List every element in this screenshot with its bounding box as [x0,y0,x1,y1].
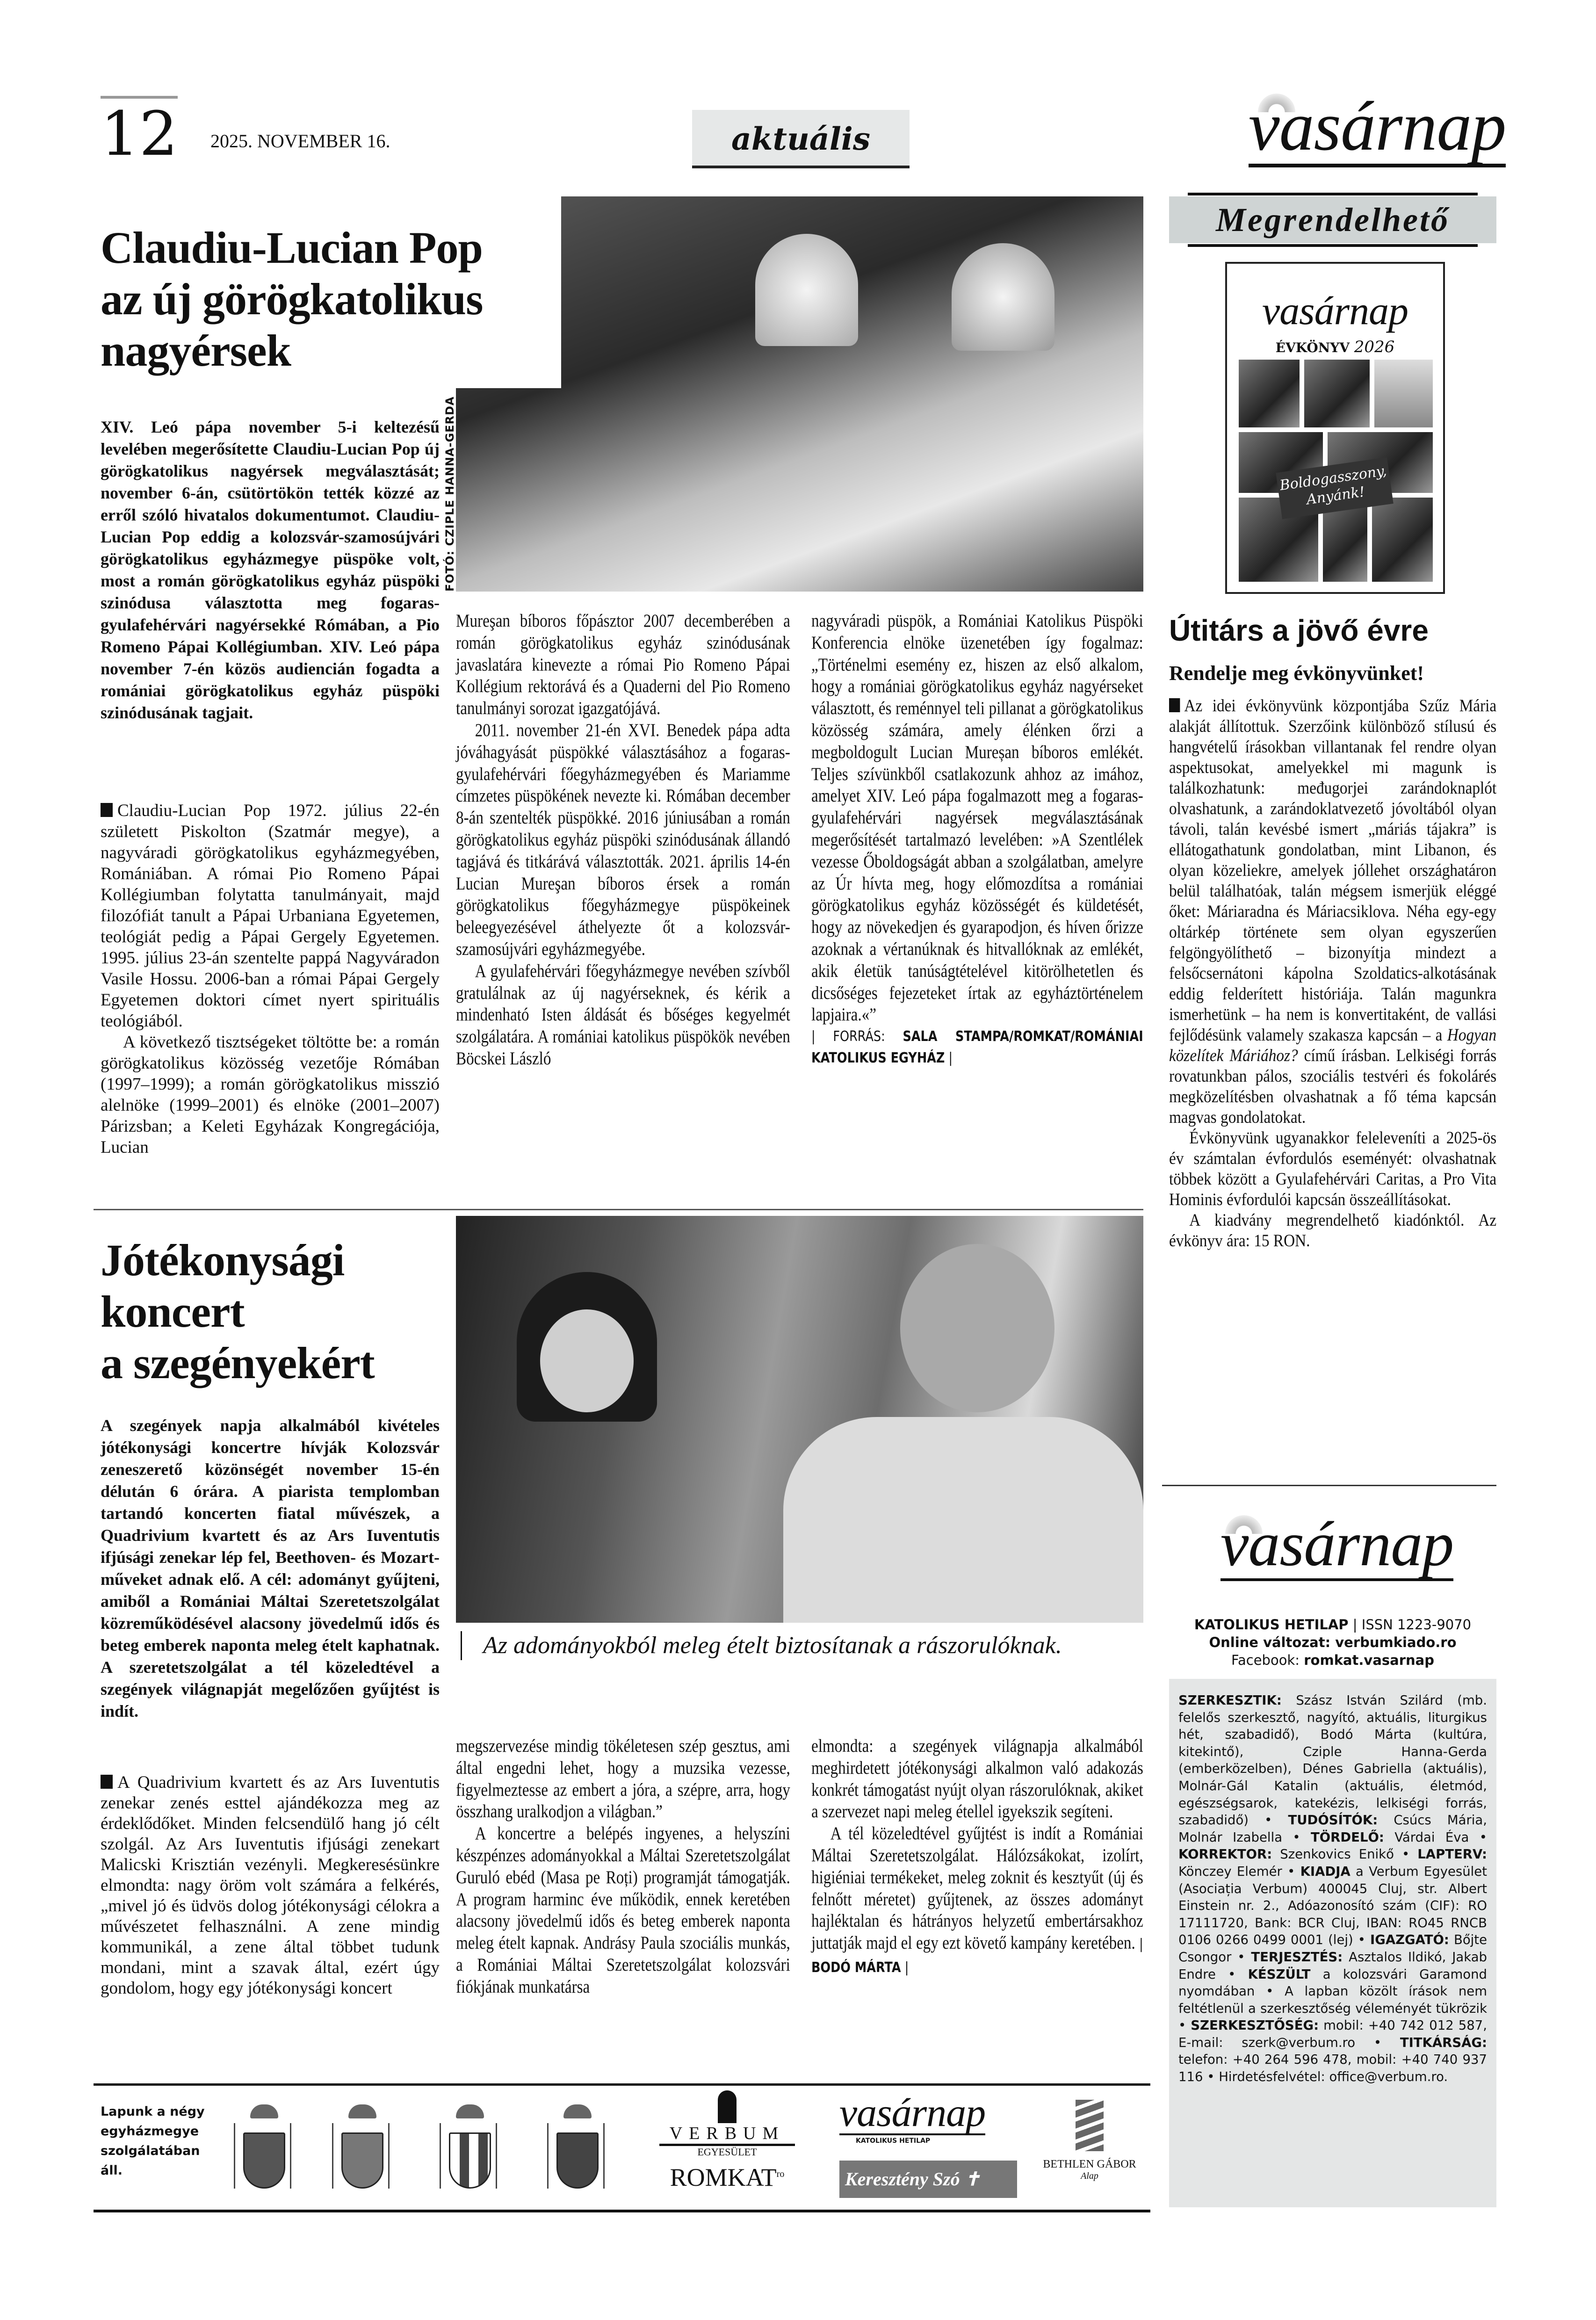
page-number: 12 [101,96,178,166]
paragraph: A gyulafehérvári főegyházmegye nevében szívből gratulálnak az új nagyérseknek, és kérik a mindenható Isten áldását és bőséges kegyelmét szolgálatára. A romániai katolikus püspökök nevében Böcskei László [456,961,790,1069]
paragraph: A következő tisztségeket töltötte be: a román görögkatolikus közösség vezetője Rómában (1997–1999); a román görögkatolikus misszió alelnöke (1999–2001) és elnöke (2001–2007) Párizsban; a Keleti Egyházak Kongregációja, Lucian [101,1033,440,1157]
article-body-col3: elmondta: a szegények világnapja alkalmából meghirdetett jótékonysági alkalmon való adakozás konkrét támogatást nyújt olyan rászorulóknak, akiket a szervezet napi meleg étellel igyekszik segíteni. A tél közeledtével gyűjtést is indít a Romániai Máltai Szeretetszolgálat. Hálózsákokat, izolírt, higiéniai termékeket, meleg zoknit és kesztyűt (új és felnőtt méretet) gyűjtenek, az összes adományt hajléktalan és hátrányos helyzetű embertársakhoz juttatják majd el egy ezt követő kampány keretében. | BODÓ MÁRTA | [811,1736,1143,1976]
publication-info [1169,1616,1496,1669]
imprint-value: Könczey Elemér • [1178,1864,1300,1879]
romkat-text: ROMKAT [670,2163,777,2191]
mitre-shape [755,234,858,346]
imprint-label: TITKÁRSÁG: [1400,2035,1487,2050]
cover-slogan: Boldogasszony, Anyánk! [1276,457,1394,519]
book-title: Hogyan közelítek Máriához? [1169,1026,1497,1065]
divider [1162,1485,1496,1486]
title-line: Jótékonysági [101,1235,345,1285]
imprint-value: Szász István Szilárd (mb. felelős szerkesztő, nagyító, aktuális, liturgikus hét, szabadidő), Bodó Márta (kultúra, kitekintő), Cziple Hanna-Gerda (emberközelben), Dénes Gabriella (aktuális), Molnár-Gál Katalin (aktuális, életmód, egészségsarok, katekézis, lelkiségi forrás, szabadidő) • [1178,1693,1487,1828]
imprint-value: Szenkovics Enikő • [1272,1847,1418,1862]
verbum-sub: EGYESÜLET [697,2146,757,2158]
coat-of-arms-icon [435,2104,505,2193]
online-link[interactable]: Online változat: verbumkiado.ro [1209,1634,1457,1650]
imprint-value: a Verbum Egyesület (Asociația Verbum) 400045 Cluj, str. Albert Einstein nr. 2., Adóazonosító szám (CIF): RO 17111720, Bank: BCR Cluj, IBAN: RO45 RNCB 0106 0266 0499 0001 (lej) • [1178,1864,1488,1948]
verbum-logo[interactable] [659,2090,795,2191]
cover-photo [1304,360,1370,427]
imprint-value: Asztalos Ildikó, Jakab Endre • [1178,1949,1487,1982]
order-banner: Megrendelhető [1169,196,1496,243]
article-lead: XIV. Leó pápa november 5-i keltezésű levelében megerősítette Claudiu-Lucian Pop új görögkatolikus nagyérsek megválasztását; november 6-án, csütörtökön tették közzé az erről szóló hivatalos dokumentumot. Claudiu-Lucian Pop eddig a kolozsvár-szamosújvári görögkatolikus egyházmegye püspöke volt, most a román görögkatolikus egyház püspöki szinódusa választotta meg fogaras-gyulafehérvári nagyérsekké Rómában, a Pio Romeno Pápai Kollégiumban. XIV. Leó pápa november 7-én közös audiencián fogadta a romániai görögkatolikus egyház püspöki szinódusának tagjait. [101,418,440,722]
paragraph: megszervezése mindig tökéletesen szép gesztus, ami által engedni lehet, hogy a muzsika vezesse, figyelmeztesse az embert a jóra, a szépre, arra, hogy összhang uralkodjon a világban.” [456,1736,790,1822]
cover-label [1227,338,1443,357]
romkat-sup: ro [776,2169,785,2179]
imprint-label: KIADJA [1300,1864,1350,1879]
title-line: koncert [101,1286,245,1337]
facebook-link[interactable]: romkat.vasarnap [1304,1652,1435,1668]
article-lead: A szegények napja alkalmából kivételes jótékonysági koncertre hívják Kolozsvár zeneszerető közönségét november 15-én délután 6 órára. A piarista templomban tartandó koncerten fiatal művészek, a Quadrivium kvartett és az Ars Iuventutis ifjúsági zenekar lép fel, Beethoven- és Mozart-műveket adnak elő. A cél: adományt gyűjteni, amiből a Romániai Máltai Szeretetszolgálat közreműködésével alacsony jövedelmű idős és beteg emberek naponta meleg ételt kaphatnak. A szeretetszolgálat a tél közeledtével a szegények világnapját megelőzően gyűjtést is indít. [101,1416,440,1720]
source-value: SALA STAMPA/ROMKAT/ROMÁNIAI KATOLIKUS EGYHÁZ [811,1028,1143,1067]
sidebar-body [1169,696,1496,1251]
cover-photo [1372,498,1433,582]
imprint-label: TERJESZTÉS: [1251,1949,1343,1965]
divider [94,1209,1143,1210]
yearbook-cover[interactable] [1225,262,1445,594]
paragraph: nagyváradi püspök, a Romániai Katolikus Püspöki Konferencia elnöke üzenetében így fogalmaz: „Történelmi esemény ez, hiszen az első alkalom, hogy a romániai görögkatolikus egyház nagyérseket választott, és reménnyel teli pillanat a görögkatolikus közösség számára, amely élénken őrzi a megboldogult Lucian Mureșan bíboros emlékét. Teljes szívünkből csatlakozunk ahhoz az imához, amelyet XIV. Leó pápa fogalmazott meg a fogaras-gyulafehérvári nagyérsek megválasztásának megerősítését tartalmazó levelében: »A Szentlélek vezesse Őboldogságát abban a szolgálatban, amelyre az Úr hívta meg, hogy előmozdítsa a romániai görögkatolikus egyház közösségét és küldetését, hogy az növekedjen és gyarapodjon, és híven őrizze azoknak a vértanúknak és hitvallóknak az emlékét, akik életük tanúságtételével kitörölhetetlen és dicsőséges fejezeteket írtak az egyháztörténelem lapjaira.«” [811,611,1143,1025]
imprint-label: KORREKTOR: [1178,1847,1272,1862]
vasarnap-sub: KATOLIKUS HETILAP [856,2137,931,2145]
imprint-value: Bőjte Csongor • [1178,1932,1487,1965]
kereszteny-szo-logo[interactable]: Keresztény Szó ✝ [839,2161,1017,2198]
facebook-label: Facebook: [1231,1652,1300,1668]
book-flame-icon [718,2090,737,2123]
face-shape [540,1309,634,1412]
bethlen-text: BETHLEN GÁBOR [1043,2158,1136,2170]
bethlen-gabor-logo[interactable] [1043,2100,1136,2182]
chevron-emblem-icon [1076,2100,1104,2151]
author-byline: BODÓ MÁRTA [811,1959,901,1976]
text: Az idei évkönyvünk központjába Szűz Mária alakját állítottuk. Szerzőink különböző stílusú és hangvételű írásokban villantanak fel rendre olyan aspektusokat, amelyekkel mi magunk is találkozhatunk: međugorjei zarándoknaplót olvashatunk, a zarándoklatvezető jóvoltából olyan távoli, talán kevésbé ismert „máriás tájakra” is ellátogathatunk gondolatban, mint Libanon, és olyan közeliekre, amelyek jóllehet országhatáron belül találhatóak, talán mégsem ismerjük eléggé őket: Máriaradna és Máriacsiklova. Néha egy-egy oltárkép története sem olyan egyszerűen felgöngyölíthető – bizonyítja mindezt a felsőcsernátoni kápolna Szoldatics-alkotásának eddig felderített históriája. Talán magunkra ismerhetünk – ha nem is konvertitaként, de vallási fejlődésünk valamely szakasza kapcsán – a [1169,696,1497,1045]
article-body-col3 [811,610,1143,1069]
cover-photo [1239,360,1300,427]
text: című írásban. Lelkiségi forrás rovatunkban pálos, szociális testvéri és fokolárés megközelítésben olvashatnak a fő téma kapcsán magvas gondolatokat. [1169,1046,1497,1127]
article-title [101,1235,447,1389]
kereszteny-text: Keresztény Szó [845,2168,960,2190]
cover-label-text: ÉVKÖNYV [1275,340,1350,355]
paragraph: 2011. november 21-én XVI. Benedek pápa adta jóváhagyását püspökké választásához a fogaras-gyulafehérvári főegyházmegyében és Mariamme címzetes püspökének nevezte ki. Rómában december 8-án szentelték püspökké. 2016 júniusában a román görögkatolikus egyház püspöki szinódusának állandó tagjává és titkárává választották. 2021. április 14-én Lucian Mureşan bíboros érsek a román görögkatolikus főegyházmegye püspökeinek beleegyezésével áthelyezte őt a kolozsvár-szamosújvári egyházmegyébe. [456,720,790,959]
title-line: Claudiu-Lucian Pop [101,223,483,273]
article-body-col2 [456,1735,790,1998]
cover-year: 2026 [1354,338,1395,356]
imprint-label: IGAZGATÓ: [1370,1932,1449,1948]
sidebar-title: Útitárs a jövő évre [1169,614,1429,647]
imprint-value: telefon: +40 264 596 478, mobil: +40 740 937 116 • Hirdetésfelvétel: office@verbum.ro. [1178,2052,1487,2085]
footer-label: Lapunk a négy egyházmegye szolgálatában áll. [101,2104,205,2178]
imprint-value: a kolozsvári Garamond nyomdában • A lapban közölt írások nem feltétlenül a szerkesztőség véleményét tükrözik • [1178,1966,1487,2033]
paragraph: A kiadvány megrendelhető kiadónktól. Az évkönyv ára: 15 RON. [1169,1211,1497,1250]
photo-caption: Az adományokból meleg ételt biztosítanak a rászorulóknak. [461,1631,1069,1660]
mitre-shape [952,243,1054,351]
cover-logo: vasárnap [1262,288,1408,333]
bullet-square-icon [1169,698,1180,712]
masthead-logo: vasárnap [1249,89,1506,167]
photo-credit: FOTÓ: CZIPLE HANNA-GERDA [443,396,456,592]
imprint-label: KÉSZÜLT [1248,1966,1311,1982]
title-line: a szegényekért [101,1338,375,1388]
footer-top-rule [94,2083,1150,2086]
coat-of-arms-icon [542,2104,613,2193]
paragraph: A koncertre a belépés ingyenes, a helyszíni készpénzes adományokkal a Máltai Szeretetszolgálat Guruló ebéd (Masa pe Roți) programját támogatják. A program harminc éve működik, ennek keretében alacsony jövedelmű idős és beteg emberek naponta meleg ételt kapnak. Andrásy Paula szociális munkás, a Romániai Máltai Szeretetszolgálat kolozsvári fiókjának munkatársa [456,1823,790,1997]
paragraph: Claudiu-Lucian Pop 1972. július 22-én született Piskolton (Szatmár megye), a nagyváradi görögkatolikus egyházmegyében, Romániában. A római Pio Romeno Pápai Kollégiumban folytatta tanulmányait, majd filozófiát tanult a Pápai Urbaniana Egyetemen, teológiát pedig a Pápai Gergely Egyetemen. 1995. július 23-án szentelte pappá Nagyváradon Vasile Hossu. 2006-ban a római Pápai Gergely Egyetemen doktori címet nyert spirituális teológiából. [101,801,440,1031]
imprint-label: LAPTERV: [1417,1847,1487,1862]
sidebar-logo: vasárnap [1220,1511,1453,1581]
imprint-value: Csúcs Mária, Molnár Izabella • [1178,1813,1487,1845]
bullet-square-icon [101,803,113,817]
jacket-shape [783,1417,1143,1623]
publication-type: KATOLIKUS HETILAP [1194,1617,1349,1633]
issue-date: 2025. NOVEMBER 16. [210,130,390,152]
paragraph: elmondta: a szegények világnapja alkalmából meghirdetett jótékonysági alkalmon való adakozás konkrét támogatást nyújt olyan rászorulóknak, akiket a szervezet napi meleg étellel igyekszik segíteni. [811,1736,1143,1822]
bullet-square-icon [101,1775,113,1789]
source-line: | FORRÁS: SALA STAMPA/ROMKAT/ROMÁNIAI KATOLIKUS EGYHÁZ | [811,1028,1143,1067]
coat-of-arms-icon [327,2104,397,2193]
article-title [94,196,561,388]
cover-photo [1374,360,1433,427]
verbum-text: VERBUM [659,2123,795,2146]
imprint-value: Várdai Éva • [1384,1829,1487,1845]
imprint-label: SZERKESZTŐSÉG: [1191,2018,1319,2033]
paragraph: Mureşan bíboros főpásztor 2007 decemberében a román görögkatolikus egyház szinódusának javaslatára kinevezte a római Pio Romeno Pápai Kollégium rektorává és a Quaderni del Pio Romeno tanulmányi sorozat igazgatójává. [456,611,790,719]
face-shape [900,1244,1054,1412]
charity-photo [456,1216,1143,1623]
imprint-box [1169,1679,1496,2207]
article-body-col2 [456,610,790,1070]
bethlen-sub: Alap [1081,2171,1098,2181]
imprint-label: SZERKESZTIK: [1178,1693,1282,1708]
vasarnap-footer-logo[interactable]: vasárnap [839,2090,986,2135]
footer-bottom-rule [94,2210,1150,2212]
imprint-label: TÖRDELŐ: [1311,1829,1384,1845]
sidebar-subtitle: Rendelje meg évkönyvünket! [1169,662,1424,685]
paragraph: Évkönyvünk ugyanakkor feleleveníti a 2025-ös év számtalan évfordulós eseményét: olvashatnak többek között a Gyulafehérvári Caritas, a Pro Vita Hominis évfordulói kapcsán összeállításokat. [1169,1128,1497,1209]
imprint-value: mobil: +40 742 012 587, E-mail: szerk@verbum.ro • [1178,2018,1487,2050]
title-line: az új görögkatolikus [101,274,483,324]
imprint-label: TUDÓSÍTÓK: [1288,1813,1378,1828]
issn: | ISSN 1223-9070 [1352,1617,1472,1633]
source-label: FORRÁS: [833,1028,885,1045]
section-label: aktuális [692,110,910,168]
title-line: nagyérsek [101,325,291,376]
coat-of-arms-icon [229,2104,299,2193]
article-body-col1 [101,1772,440,1999]
paragraph: A tél közeledtével gyűjtést is indít a Romániai Máltai Szeretetszolgálat. Hálózsákokat, izolírt, higiéniai termékeket, meleg zoknit és kesztyűt (új és felnőtt méretet) gyűjtenek, az összes adományt hajléktalan és hátrányos helyzetű embertársakhoz juttatják majd el egy ezt követő kampány keretében. [811,1823,1143,1953]
paragraph: A Quadrivium kvartett és az Ars Iuventutis zenekar zenés esttel ajándékozza meg az érdeklődőket. Minden felcsendülő hang jó célt szolgál. Az Ars Iuventutis ifjúsági zenekart Malicski Krisztián vezényli. Megkeresésünkre elmondta: nagy öröm volt számára a felkérés, „mivel jó és üdvös dolog jótékonysági célokra a művészetet felhasználni. A zene mindig kommunikál, a zene által többet tudunk mondani, mint a szavak által, ezért úgy gondolom, hogy egy jótékonysági koncert [101,1773,440,1998]
article-body-col1 [101,800,440,1158]
